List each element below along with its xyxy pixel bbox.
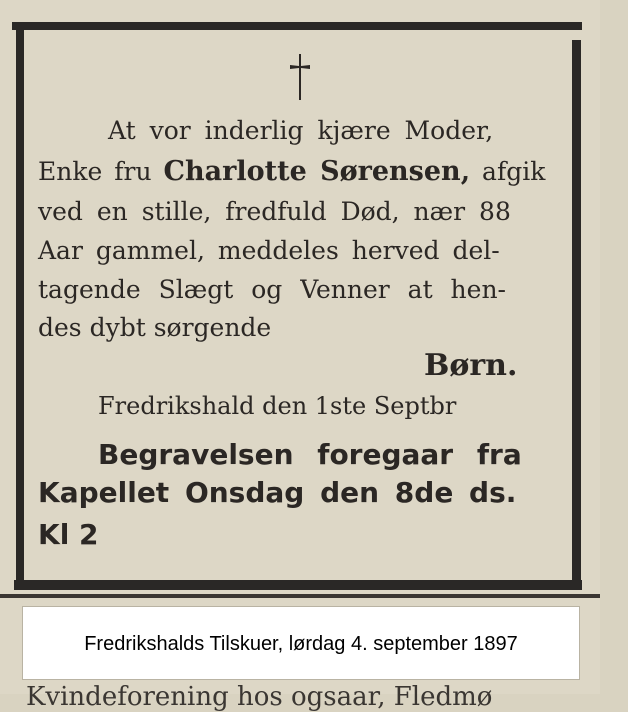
deceased-name: Charlotte Sørensen, [163, 156, 471, 187]
border-right [572, 40, 581, 585]
notice-line-1: At vor inderlig kjære Moder, [108, 116, 494, 145]
bottom-fragment-text: Kvindeforening hos ogsaar, Fledmø [26, 682, 493, 712]
notice-afgik: afgik [482, 157, 546, 186]
border-bottom [14, 580, 582, 590]
funeral-line-1: Begravelsen foregaar fra [98, 438, 522, 471]
notice-line-6: des dybt sørgende [38, 313, 272, 342]
notice-enke: Enke [38, 157, 103, 186]
notice-line-3: ved en stille, fredfuld Død, nær 88 [38, 197, 511, 226]
notice-line-2 [38, 156, 545, 187]
border-top [12, 22, 582, 30]
column-rule [0, 594, 600, 598]
border-left [16, 26, 24, 582]
place-date: Fredrikshald den 1ste Septbr [98, 392, 457, 420]
notice-line-4: Aar gammel, meddeles herved del- [38, 236, 500, 265]
cross-icon [280, 50, 320, 104]
signature: Børn. [424, 348, 518, 383]
caption: Fredrikshalds Tilskuer, lørdag 4. september 1897 [84, 633, 518, 655]
notice-fru: fru [114, 157, 152, 186]
funeral-line-2: Kapellet Onsdag den 8de ds. [38, 476, 517, 509]
bottom-text-fragment [0, 680, 600, 712]
funeral-line-3: Kl 2 [38, 518, 99, 551]
caption-box [22, 606, 580, 680]
notice-line-5: tagende Slægt og Venner at hen- [38, 275, 507, 304]
